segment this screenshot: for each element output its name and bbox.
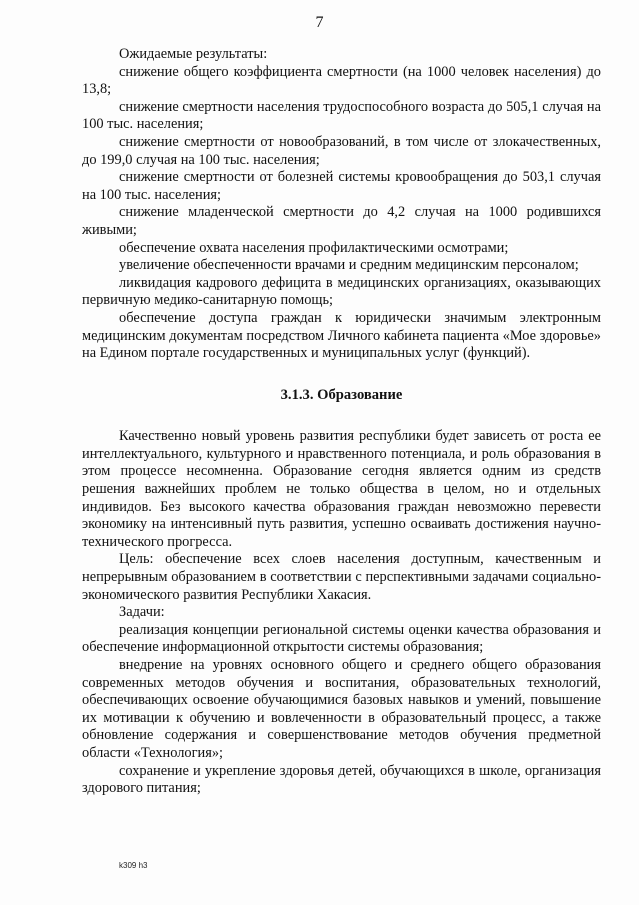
list-item: обеспечение доступа граждан к юридически значимым электронным медицинским документам посредством Личного кабинета пациента «Мое здоровье» на Едином портале государственных и муниципальных услуг (функций). [82, 309, 601, 362]
goal-paragraph: Цель: обеспечение всех слоев населения доступным, качественным и непрерывным образованием в соответствии с перспективными задачами социально-экономического развития Республики Хакасия. [82, 551, 601, 603]
page-number: 7 [315, 14, 324, 31]
tasks-label: Задачи: [119, 604, 165, 621]
document-body [82, 46, 601, 798]
intro-paragraph: Качественно новый уровень развития республики будет зависеть от роста ее интеллектуального, культурного и нравственного потенциала, и роль образования в этом процессе несомненна. Образование сегодня является одним из средств решения важнейших проблем не только общества в целом, но и отдельных индивидов. Без высокого качества образования граждан невозможно перевести экономику на интенсивный путь развития, успешно осваивать достижения научно-технического прогресса. [82, 428, 601, 550]
footer-code: k309 h3 [119, 861, 148, 870]
list-item: ликвидация кадрового дефицита в медицинских организациях, оказывающих первичную медико-санитарную помощь; [82, 274, 601, 309]
list-item: снижение смертности населения трудоспособного возраста до 505,1 случая на 100 тыс. населения; [82, 98, 601, 133]
list-item: снижение смертности от болезней системы кровообращения до 503,1 случая на 100 тыс. населения; [82, 169, 601, 203]
list-item: реализация концепции региональной системы оценки качества образования и обеспечение информационной открытости системы образования; [82, 621, 601, 656]
list-item: снижение смертности от новообразований, в том числе от злокачественных, до 199,0 случая на 100 тыс. населения; [82, 133, 601, 168]
section-heading: 3.1.3. Образование [280, 386, 403, 403]
list-item: обеспечение охвата населения профилактическими осмотрами; [119, 239, 509, 256]
expected-results-label: Ожидаемые результаты: [119, 46, 268, 62]
list-item: снижение общего коэффициента смертности (на 1000 человек населения) до 13,8; [82, 63, 601, 98]
list-item: снижение младенческой смертности до 4,2 случая на 1000 родившихся живыми; [82, 204, 601, 238]
list-item: увеличение обеспеченности врачами и средним медицинским персоналом; [119, 257, 579, 274]
list-item: сохранение и укрепление здоровья детей, обучающихся в школе, организация здорового питания; [82, 762, 601, 797]
list-item: внедрение на уровнях основного общего и среднего общего образования современных методов обучения и воспитания, образовательных технологий, обеспечивающих освоение обучающимися базовых навыков и умений, повышение их мотивации к обучению и вовлеченности в образовательный процесс, а также обновление содержания и совершенствование методов обучения предметной области «Технология»; [82, 657, 601, 761]
